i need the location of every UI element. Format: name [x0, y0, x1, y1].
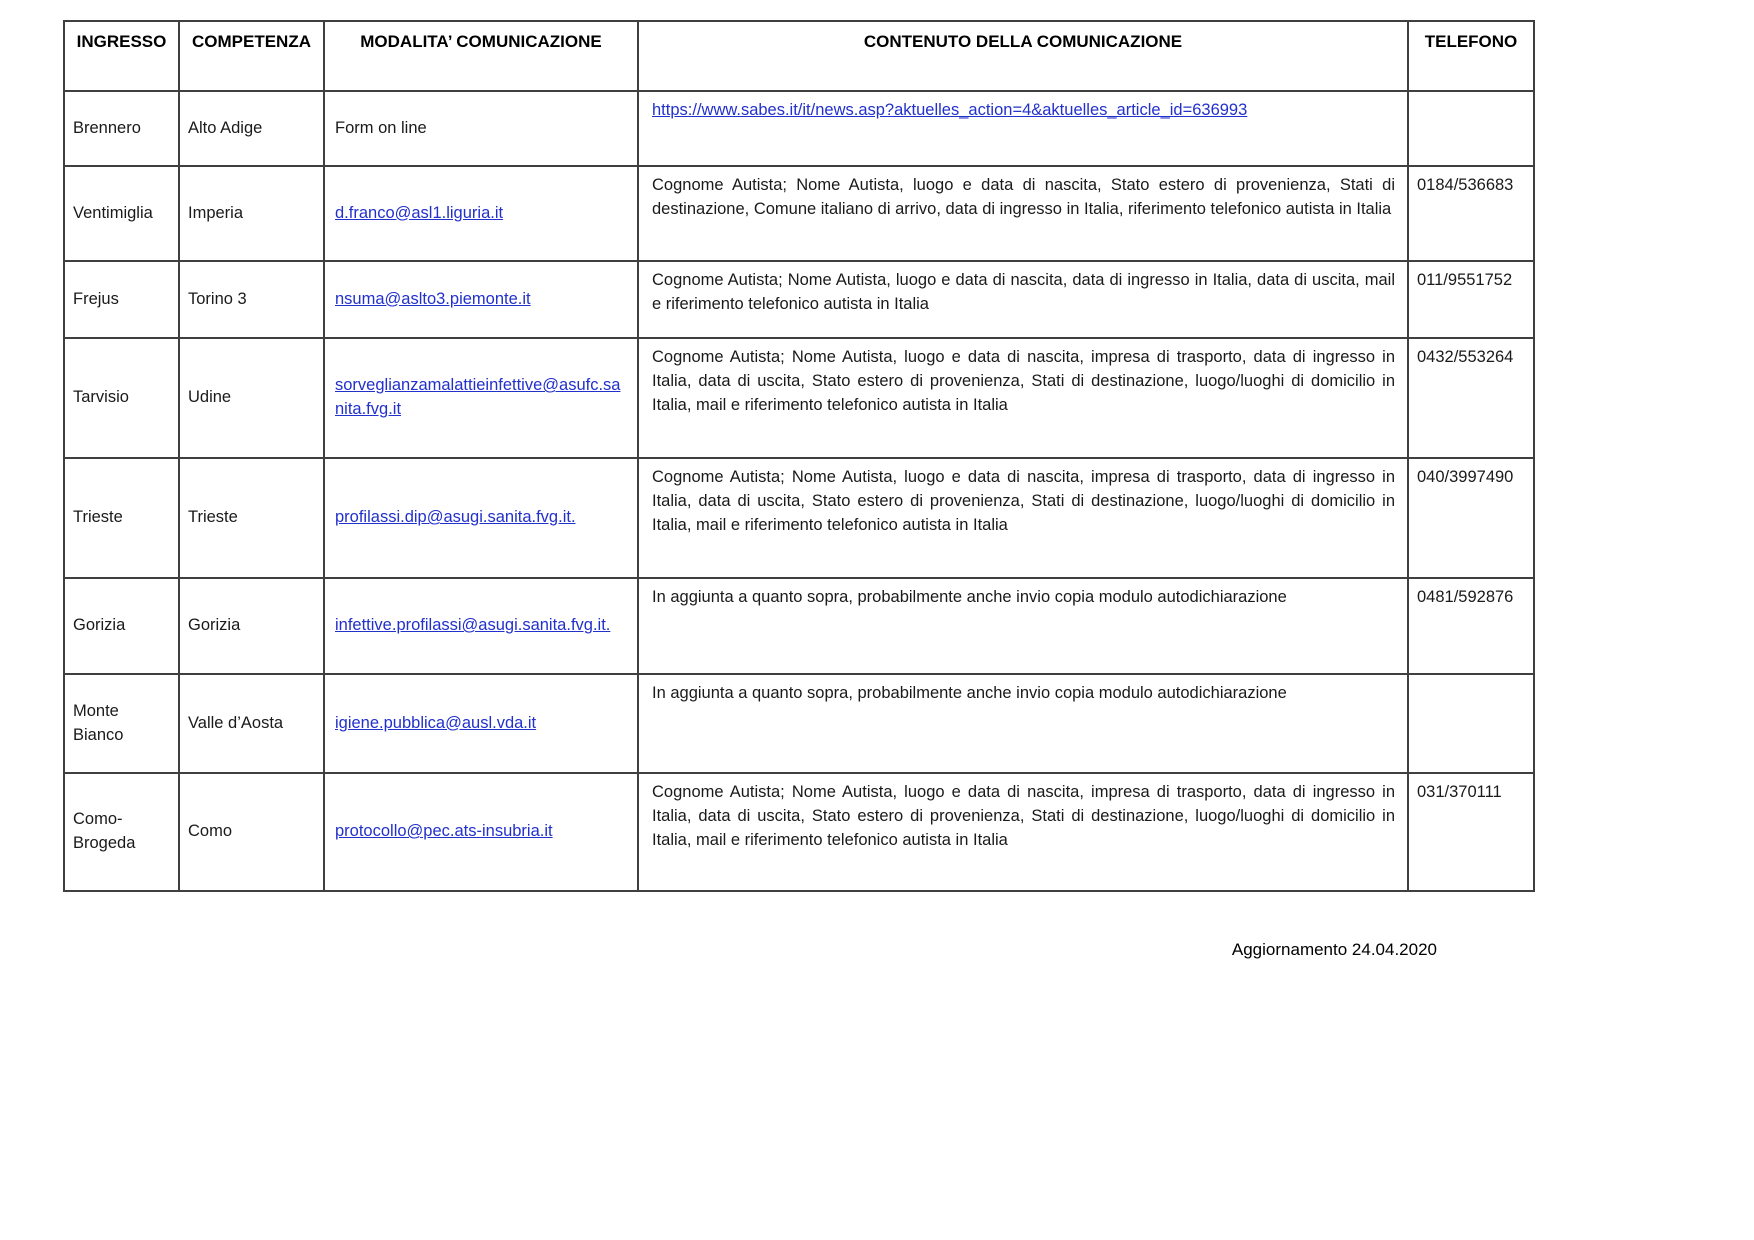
cell-ingresso: Tarvisio	[64, 338, 179, 458]
cell-contenuto-comunicazione: Cognome Autista; Nome Autista, luogo e data di nascita, data di ingresso in Italia, data di uscita, mail e riferimento telefonico autista in Italia	[638, 261, 1408, 338]
cell-modalita-comunicazione	[324, 338, 638, 458]
table-row	[64, 91, 1534, 166]
cell-ingresso: Trieste	[64, 458, 179, 578]
cell-contenuto-comunicazione: Cognome Autista; Nome Autista, luogo e data di nascita, Stato estero di provenienza, Stati di destinazione, Comune italiano di arrivo, data di ingresso in Italia, riferimento telefonico autista in Italia	[638, 166, 1408, 261]
update-date-note: Aggiornamento 24.04.2020	[1231, 940, 1437, 959]
border-crossings-table	[63, 20, 1535, 892]
cell-telefono: 040/3997490	[1408, 458, 1534, 578]
email-link[interactable]: infettive.profilassi@asugi.sanita.fvg.it.	[335, 616, 611, 635]
cell-contenuto-comunicazione: Cognome Autista; Nome Autista, luogo e data di nascita, impresa di trasporto, data di ingresso in Italia, data di uscita, Stato estero di provenienza, Stati di destinazione, luogo/luoghi di domicilio in Italia, mail e riferimento telefonico autista in Italia	[638, 338, 1408, 458]
cell-telefono: 011/9551752	[1408, 261, 1534, 338]
cell-competenza: Udine	[179, 338, 324, 458]
cell-telefono: 031/370111	[1408, 773, 1534, 891]
cell-ingresso: Gorizia	[64, 578, 179, 674]
table-row	[64, 338, 1534, 458]
cell-competenza: Trieste	[179, 458, 324, 578]
email-link[interactable]: protocollo@pec.ats-insubria.it	[335, 822, 553, 841]
header-modalita-comunicazione: MODALITA’ COMUNICAZIONE	[324, 21, 638, 91]
cell-telefono: 0432/553264	[1408, 338, 1534, 458]
cell-telefono	[1408, 91, 1534, 166]
cell-telefono: 0481/592876	[1408, 578, 1534, 674]
email-link[interactable]: profilassi.dip@asugi.sanita.fvg.it.	[335, 508, 576, 527]
table-row	[64, 166, 1534, 261]
table-row	[64, 674, 1534, 773]
cell-competenza: Imperia	[179, 166, 324, 261]
header-contenuto-comunicazione: CONTENUTO DELLA COMUNICAZIONE	[638, 21, 1408, 91]
email-link[interactable]: d.franco@asl1.liguria.it	[335, 203, 504, 222]
table-row	[64, 773, 1534, 891]
email-link[interactable]: nsuma@aslto3.piemonte.it	[335, 289, 531, 308]
cell-contenuto-comunicazione: In aggiunta a quanto sopra, probabilmente anche invio copia modulo autodichiarazione	[638, 674, 1408, 773]
cell-competenza: Torino 3	[179, 261, 324, 338]
cell-modalita-comunicazione	[324, 166, 638, 261]
table-row	[64, 458, 1534, 578]
cell-contenuto-comunicazione: Cognome Autista; Nome Autista, luogo e data di nascita, impresa di trasporto, data di ingresso in Italia, data di uscita, Stato estero di provenienza, Stati di destinazione, luogo/luoghi di domicilio in Italia, mail e riferimento telefonico autista in Italia	[638, 773, 1408, 891]
cell-contenuto-comunicazione: In aggiunta a quanto sopra, probabilmente anche invio copia modulo autodichiarazione	[638, 578, 1408, 674]
header-competenza: COMPETENZA	[179, 21, 324, 91]
cell-ingresso: Ventimiglia	[64, 166, 179, 261]
header-telefono: TELEFONO	[1408, 21, 1534, 91]
table-body	[64, 91, 1534, 891]
cell-modalita-comunicazione	[324, 261, 638, 338]
cell-modalita-comunicazione: Form on line	[324, 91, 638, 166]
url-link[interactable]: https://www.sabes.it/it/news.asp?aktuelles_action=4&aktuelles_article_id=636993	[652, 101, 1248, 119]
cell-competenza: Valle d’Aosta	[179, 674, 324, 773]
cell-telefono	[1408, 674, 1534, 773]
table-row	[64, 578, 1534, 674]
cell-ingresso: Frejus	[64, 261, 179, 338]
header-ingresso: INGRESSO	[64, 21, 179, 91]
cell-modalita-comunicazione	[324, 578, 638, 674]
cell-telefono: 0184/536683	[1408, 166, 1534, 261]
cell-competenza: Alto Adige	[179, 91, 324, 166]
cell-ingresso: Monte Bianco	[64, 674, 179, 773]
table-header-row	[64, 21, 1534, 91]
cell-modalita-comunicazione	[324, 458, 638, 578]
cell-modalita-comunicazione	[324, 773, 638, 891]
email-link[interactable]: sorveglianzamalattieinfettive@asufc.sanita.fvg.it	[335, 376, 621, 418]
cell-modalita-comunicazione	[324, 674, 638, 773]
table-row	[64, 261, 1534, 338]
cell-ingresso: Como-Brogeda	[64, 773, 179, 891]
cell-contenuto-comunicazione: Cognome Autista; Nome Autista, luogo e data di nascita, impresa di trasporto, data di ingresso in Italia, data di uscita, Stato estero di provenienza, Stati di destinazione, luogo/luoghi di domicilio in Italia, mail e riferimento telefonico autista in Italia	[638, 458, 1408, 578]
cell-competenza: Como	[179, 773, 324, 891]
cell-competenza: Gorizia	[179, 578, 324, 674]
email-link[interactable]: igiene.pubblica@ausl.vda.it	[335, 713, 537, 732]
cell-contenuto-comunicazione	[638, 91, 1408, 166]
cell-ingresso: Brennero	[64, 91, 179, 166]
